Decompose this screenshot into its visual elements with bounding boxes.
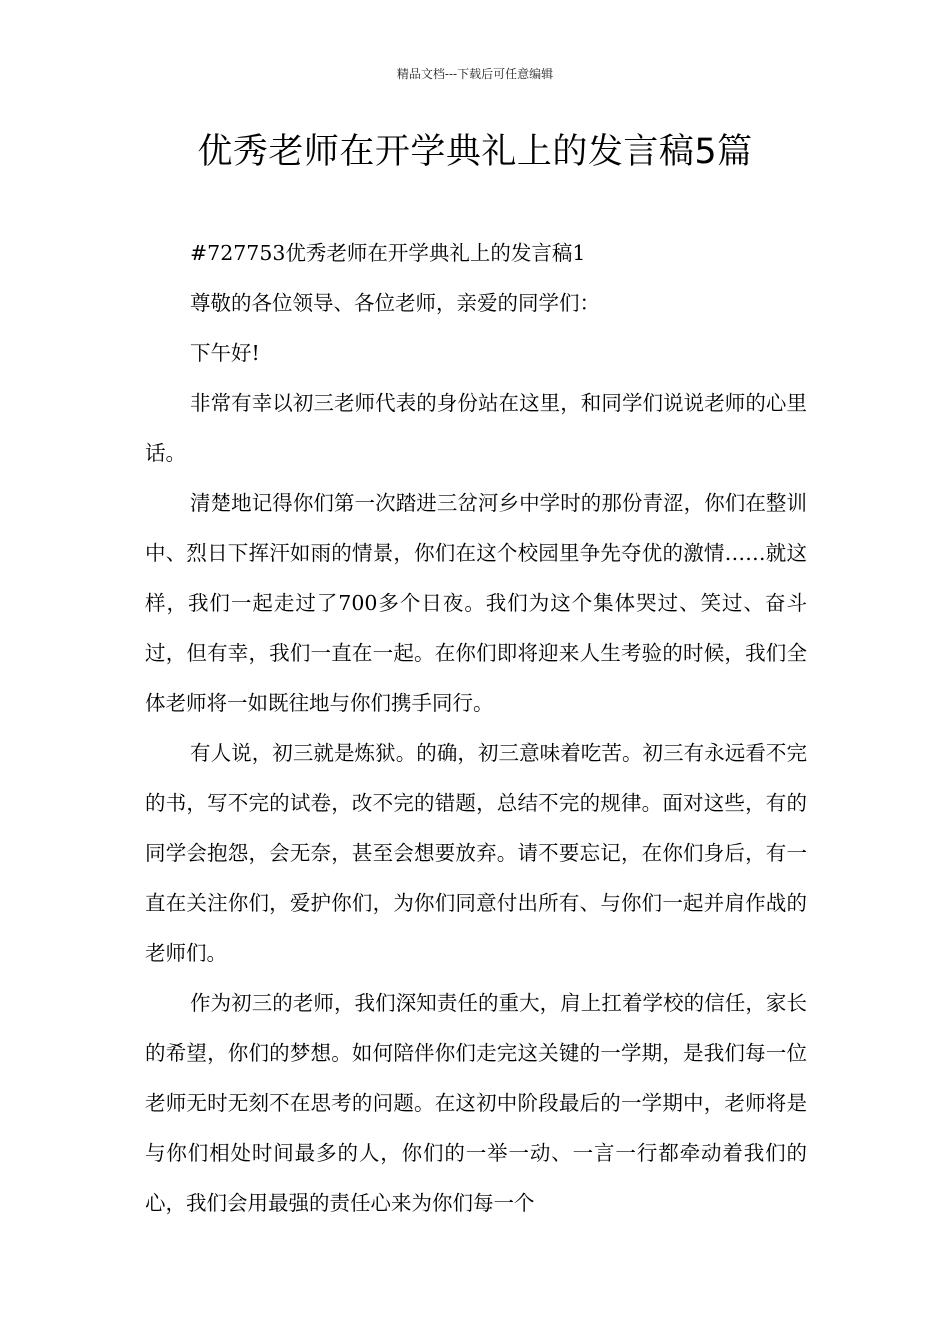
paragraph-greeting: 下午好!: [190, 341, 260, 365]
paragraph-heading-1: #727753优秀老师在开学典礼上的发言稿1: [190, 241, 586, 265]
paragraph-hardship: 有人说，初三就是炼狱。的确，初三意味着吃苦。初三有永远看不完的书，写不完的试卷，改不完的错题，总结不完的规律。面对这些，有的同学会抱怨，会无奈，甚至会想要放弃。请不要忘记，在你们身后，有一直在关注你们，爱护你们，为你们同意付出所有、与你们一起并肩作战的老师们。: [145, 741, 807, 965]
paragraph-memories: 清楚地记得你们第一次踏进三岔河乡中学时的那份青涩，你们在整训中、烈日下挥汗如雨的情景，你们在这个校园里争先夺优的激情……就这样，我们一起走过了700多个日夜。我们为这个集体哭过、笑过、奋斗过，但有幸，我们一直在一起。在你们即将迎来人生考验的时候，我们全体老师将一如既往地与你们携手同行。: [145, 491, 807, 715]
document-title: 优秀老师在开学典礼上的发言稿5篇: [197, 132, 753, 172]
header-note: 精品文档---下载后可任意编辑: [396, 67, 554, 81]
paragraph-intro: 非常有幸以初三老师代表的身份站在这里，和同学们说说老师的心里话。: [145, 391, 807, 465]
document-body: [145, 228, 807, 1228]
paragraph-responsibility: 作为初三的老师，我们深知责任的重大，肩上扛着学校的信任，家长的希望，你们的梦想。如何陪伴你们走完这关键的一学期，是我们每一位老师无时无刻不在思考的问题。在这初中阶段最后的一学期中，老师将是与你们相处时间最多的人，你们的一举一动、一言一行都牵动着我们的心，我们会用最强的责任心来为你们每一个: [145, 991, 807, 1215]
paragraph-salutation: 尊敬的各位领导、各位老师，亲爱的同学们：: [190, 291, 600, 315]
